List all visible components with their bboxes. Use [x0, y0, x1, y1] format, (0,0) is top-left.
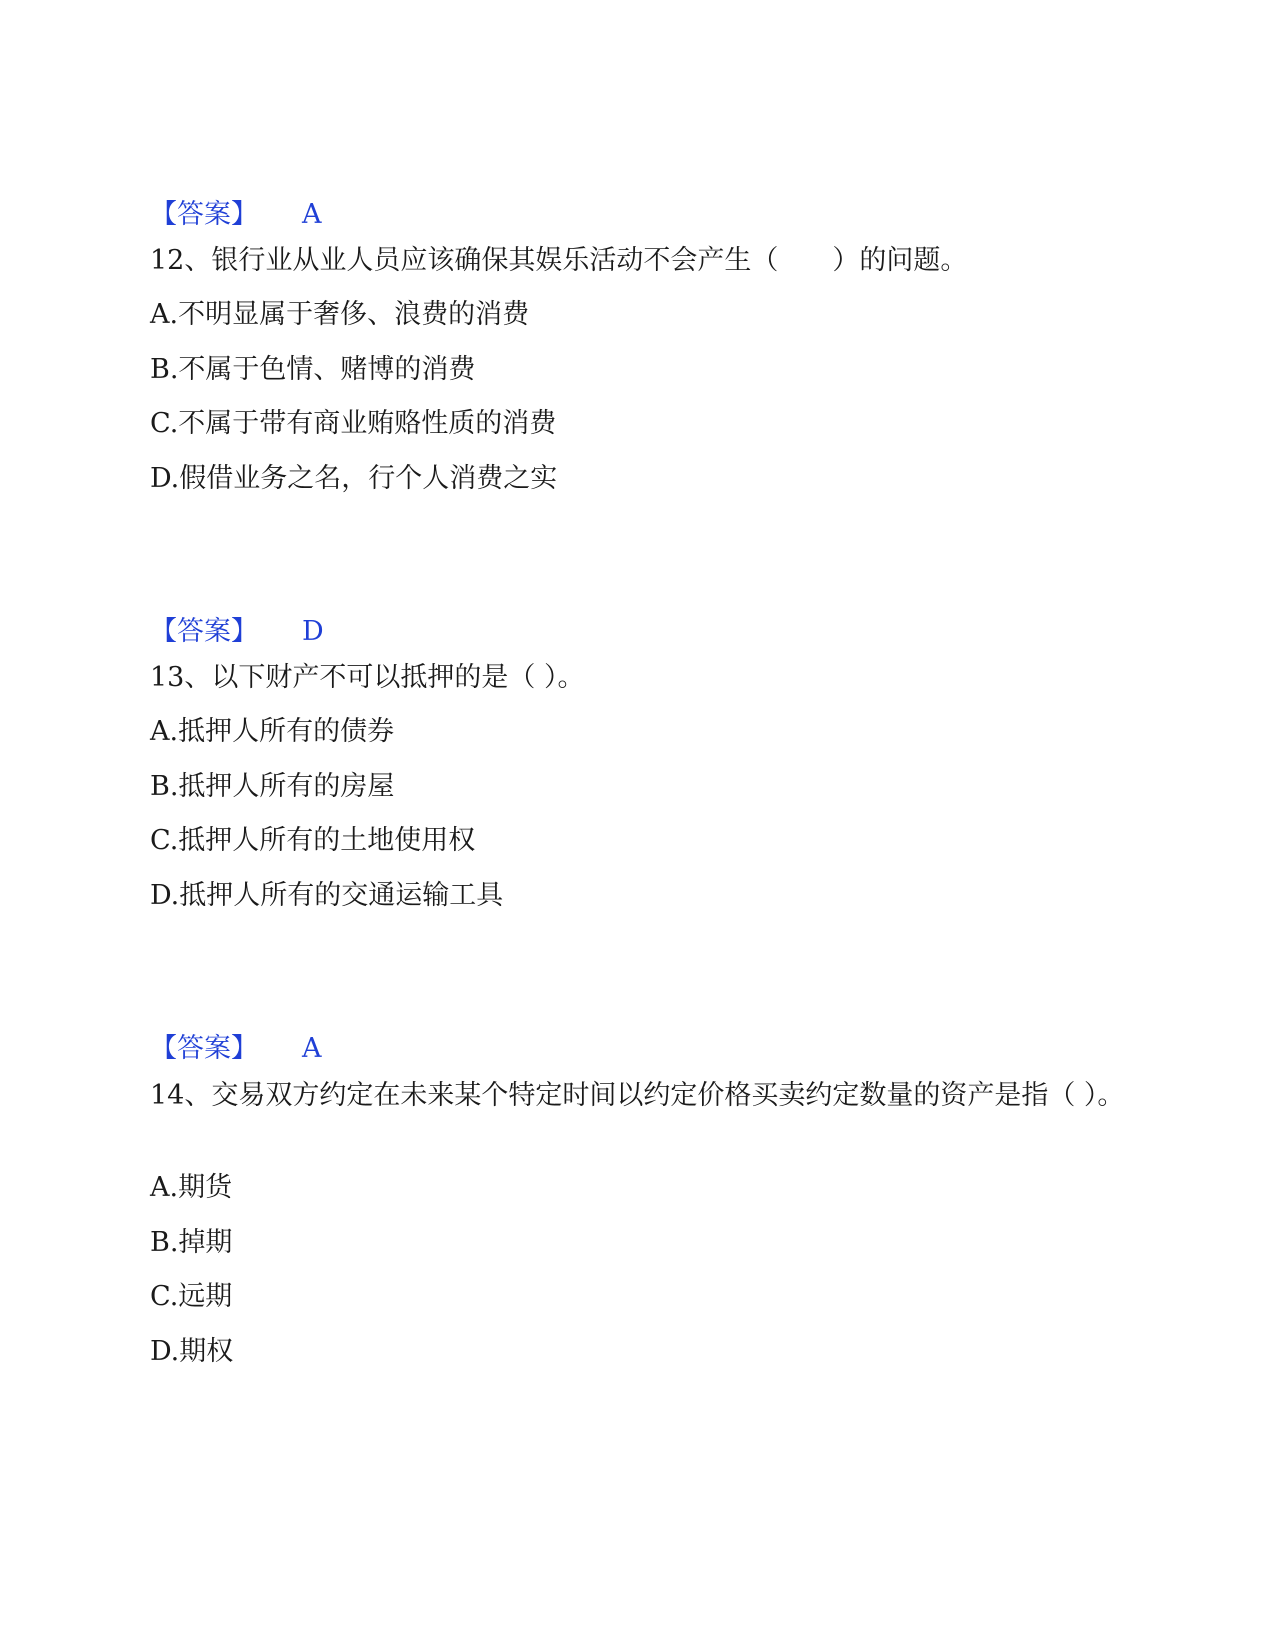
answer-line-q13 [150, 1031, 322, 1067]
answer-label: 【答案】 [150, 1033, 258, 1064]
question-13-stem: 13、以下财产不可以抵押的是（ ）。 [150, 662, 585, 693]
question-14-option-a: A.期货 [150, 1172, 233, 1203]
question-13-option-b: B.抵押人所有的房屋 [150, 771, 395, 802]
answer-label: 【答案】 [150, 616, 258, 647]
question-14-option-b: B.掉期 [150, 1227, 233, 1258]
question-12-option-a: A.不明显属于奢侈、浪费的消费 [150, 299, 530, 330]
answer-label: 【答案】 [150, 199, 258, 230]
question-12-option-c: C.不属于带有商业贿赂性质的消费 [150, 408, 557, 439]
answer-value: D [302, 616, 324, 647]
question-13-option-a: A.抵押人所有的债券 [150, 716, 395, 747]
question-13-option-c: C.抵押人所有的土地使用权 [150, 825, 476, 856]
answer-line-q12 [150, 614, 324, 650]
question-12-option-b: B.不属于色情、赌博的消费 [150, 354, 476, 385]
question-12-stem: 12、银行业从业人员应该确保其娱乐活动不会产生（ ）的问题。 [150, 245, 968, 276]
question-14-option-c: C.远期 [150, 1281, 233, 1312]
question-12-option-d: D.假借业务之名，行个人消费之实 [150, 463, 558, 494]
question-14-option-d: D.期权 [150, 1336, 234, 1367]
question-14-stem: 14、交易双方约定在未来某个特定时间以约定价格买卖约定数量的资产是指（ ）。 [150, 1080, 1125, 1111]
question-13-option-d: D.抵押人所有的交通运输工具 [150, 880, 504, 911]
answer-line-q11 [150, 197, 322, 233]
answer-value: A [302, 199, 322, 230]
answer-value: A [302, 1033, 322, 1064]
